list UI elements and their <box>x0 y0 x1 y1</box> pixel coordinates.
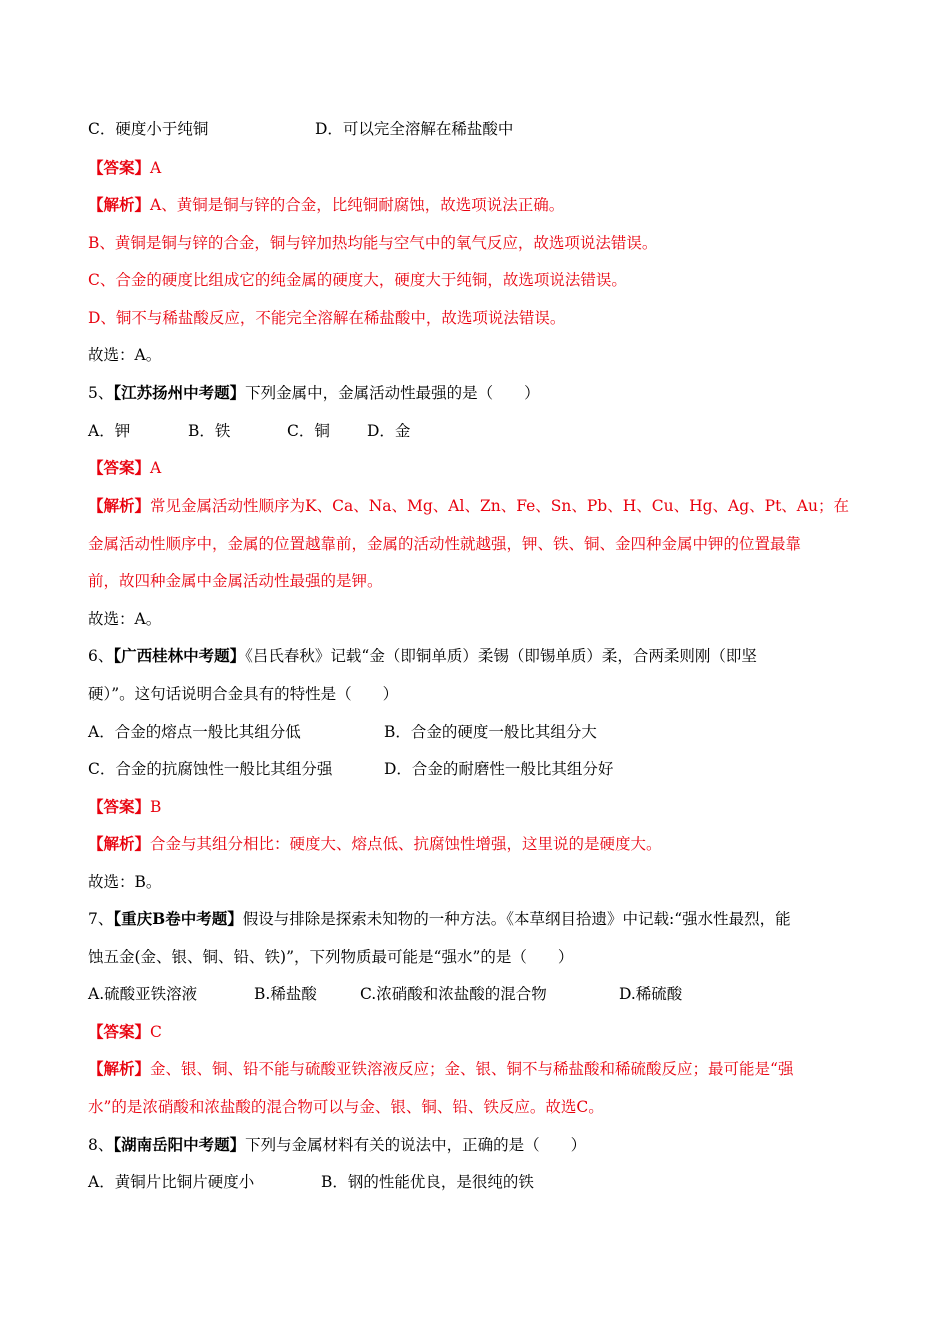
q6-option-b: B．合金的硬度一般比其组分大 <box>384 723 597 741</box>
question-number: 8、 <box>88 1136 114 1154</box>
question-text: 《吕氏春秋》记载“金（即铜单质）柔锡（即锡单质）柔，合两柔则刚（即坚 <box>245 647 757 665</box>
analysis-text: 金、银、铜、铅不能与硫酸亚铁溶液反应；金、银、铜不与稀盐酸和稀硫酸反应；最可能是“强 <box>150 1060 794 1078</box>
q7-analysis-line-1 <box>88 1058 793 1080</box>
q5-analysis-line-3: 前，故四种金属中金属活动性最强的是钾。 <box>88 572 383 590</box>
q4-analysis-line-1 <box>88 194 564 216</box>
q5-option-b: B．铁 <box>188 422 231 440</box>
analysis-tag: 【解析】 <box>88 834 151 853</box>
q7-options <box>88 983 683 1005</box>
q5-stem <box>88 382 540 404</box>
q5-option-c: C．铜 <box>287 422 330 440</box>
analysis-text: A、黄铜是铜与锌的合金，比纯铜耐腐蚀，故选项说法正确。 <box>150 196 565 214</box>
q6-answer <box>88 796 161 818</box>
analysis-tag: 【解析】 <box>88 1059 151 1078</box>
q4-analysis-line-3: C、合金的硬度比组成它的纯金属的硬度大，硬度大于纯铜，故选项说法错误。 <box>88 271 627 289</box>
q4-analysis-line-4: D、铜不与稀盐酸反应，不能完全溶解在稀盐酸中，故选项说法错误。 <box>88 309 566 327</box>
q5-conclusion: 故选：A。 <box>88 610 162 628</box>
q8-option-a: A．黄铜片比铜片硬度小 <box>88 1173 255 1191</box>
q5-option-a: A．钾 <box>88 422 131 440</box>
q7-stem-line-2: 蚀五金(金、银、铜、铅、铁)”，下列物质最可能是“强水”的是（ ） <box>88 948 574 966</box>
analysis-text: 常见金属活动性顺序为K、Ca、Na、Mg、Al、Zn、Fe、Sn、Pb、H、Cu、Hg、Ag、Pt、Au；在 <box>150 497 849 515</box>
answer-value: A <box>150 459 162 477</box>
question-number: 7、 <box>88 910 114 928</box>
q6-conclusion: 故选：B。 <box>88 873 162 891</box>
q7-option-d: D.稀硫酸 <box>619 985 683 1003</box>
q6-option-a: A．合金的熔点一般比其组分低 <box>88 723 301 741</box>
q5-options <box>88 420 411 442</box>
answer-tag: 【答案】 <box>88 458 151 477</box>
q6-option-d: D．合金的耐磨性一般比其组分好 <box>384 760 614 778</box>
answer-value: C <box>150 1023 162 1041</box>
q5-answer <box>88 457 161 479</box>
q7-option-c: C.浓硝酸和浓盐酸的混合物 <box>360 985 547 1003</box>
answer-tag: 【答案】 <box>88 158 151 177</box>
q4-option-d: D．可以完全溶解在稀盐酸中 <box>315 120 514 138</box>
q8-option-b: B．钢的性能优良，是很纯的铁 <box>321 1173 534 1191</box>
q5-analysis-line-1 <box>88 495 849 517</box>
q7-option-a: A.硫酸亚铁溶液 <box>88 985 198 1003</box>
analysis-tag: 【解析】 <box>88 496 151 515</box>
q6-stem-line-1 <box>88 645 757 667</box>
q7-answer <box>88 1021 162 1043</box>
q6-analysis-line-1 <box>88 833 662 855</box>
q4-conclusion: 故选：A。 <box>88 346 162 364</box>
q7-option-b: B.稀盐酸 <box>254 985 317 1003</box>
q4-answer <box>88 157 161 179</box>
answer-value: A <box>150 159 162 177</box>
q7-analysis-line-2: 水”的是浓硝酸和浓盐酸的混合物可以与金、银、铜、铅、铁反应。故选C。 <box>88 1098 604 1116</box>
q6-options-ab <box>88 721 597 743</box>
q5-analysis-line-2: 金属活动性顺序中，金属的位置越靠前，金属的活动性就越强，钾、铁、铜、金四种金属中钾的位置最靠 <box>88 535 802 553</box>
answer-value: B <box>150 798 162 816</box>
question-source: 【广西桂林中考题】 <box>113 646 246 665</box>
answer-tag: 【答案】 <box>88 797 151 816</box>
q8-stem <box>88 1134 586 1156</box>
q8-options <box>88 1171 534 1193</box>
q6-options-cd <box>88 758 614 780</box>
question-source: 【重庆B卷中考题】 <box>113 909 243 928</box>
q6-stem-line-2: 硬）”。这句话说明合金具有的特性是（ ） <box>88 685 399 703</box>
q4-analysis-line-2: B、黄铜是铜与锌的合金，铜与锌加热均能与空气中的氧气反应，故选项说法错误。 <box>88 234 658 252</box>
q6-option-c: C．合金的抗腐蚀性一般比其组分强 <box>88 760 333 778</box>
analysis-text: 合金与其组分相比：硬度大、熔点低、抗腐蚀性增强，这里说的是硬度大。 <box>150 835 662 853</box>
analysis-tag: 【解析】 <box>88 195 151 214</box>
question-text: 下列金属中，金属活动性最强的是（ ） <box>245 384 540 402</box>
question-source: 【湖南岳阳中考题】 <box>113 1135 246 1154</box>
question-text: 假设与排除是探索未知物的一种方法。《本草纲目拾遗》中记载:“强水性最烈，能 <box>242 910 791 928</box>
question-number: 6、 <box>88 647 114 665</box>
q7-stem-line-1 <box>88 908 791 930</box>
q4-option-c: C．硬度小于纯铜 <box>88 120 209 138</box>
question-number: 5、 <box>88 384 114 402</box>
q5-option-d: D．金 <box>367 422 411 440</box>
answer-tag: 【答案】 <box>88 1022 151 1041</box>
q4-options-cd <box>88 118 514 140</box>
question-source: 【江苏扬州中考题】 <box>113 383 246 402</box>
question-text: 下列与金属材料有关的说法中，正确的是（ ） <box>245 1136 587 1154</box>
